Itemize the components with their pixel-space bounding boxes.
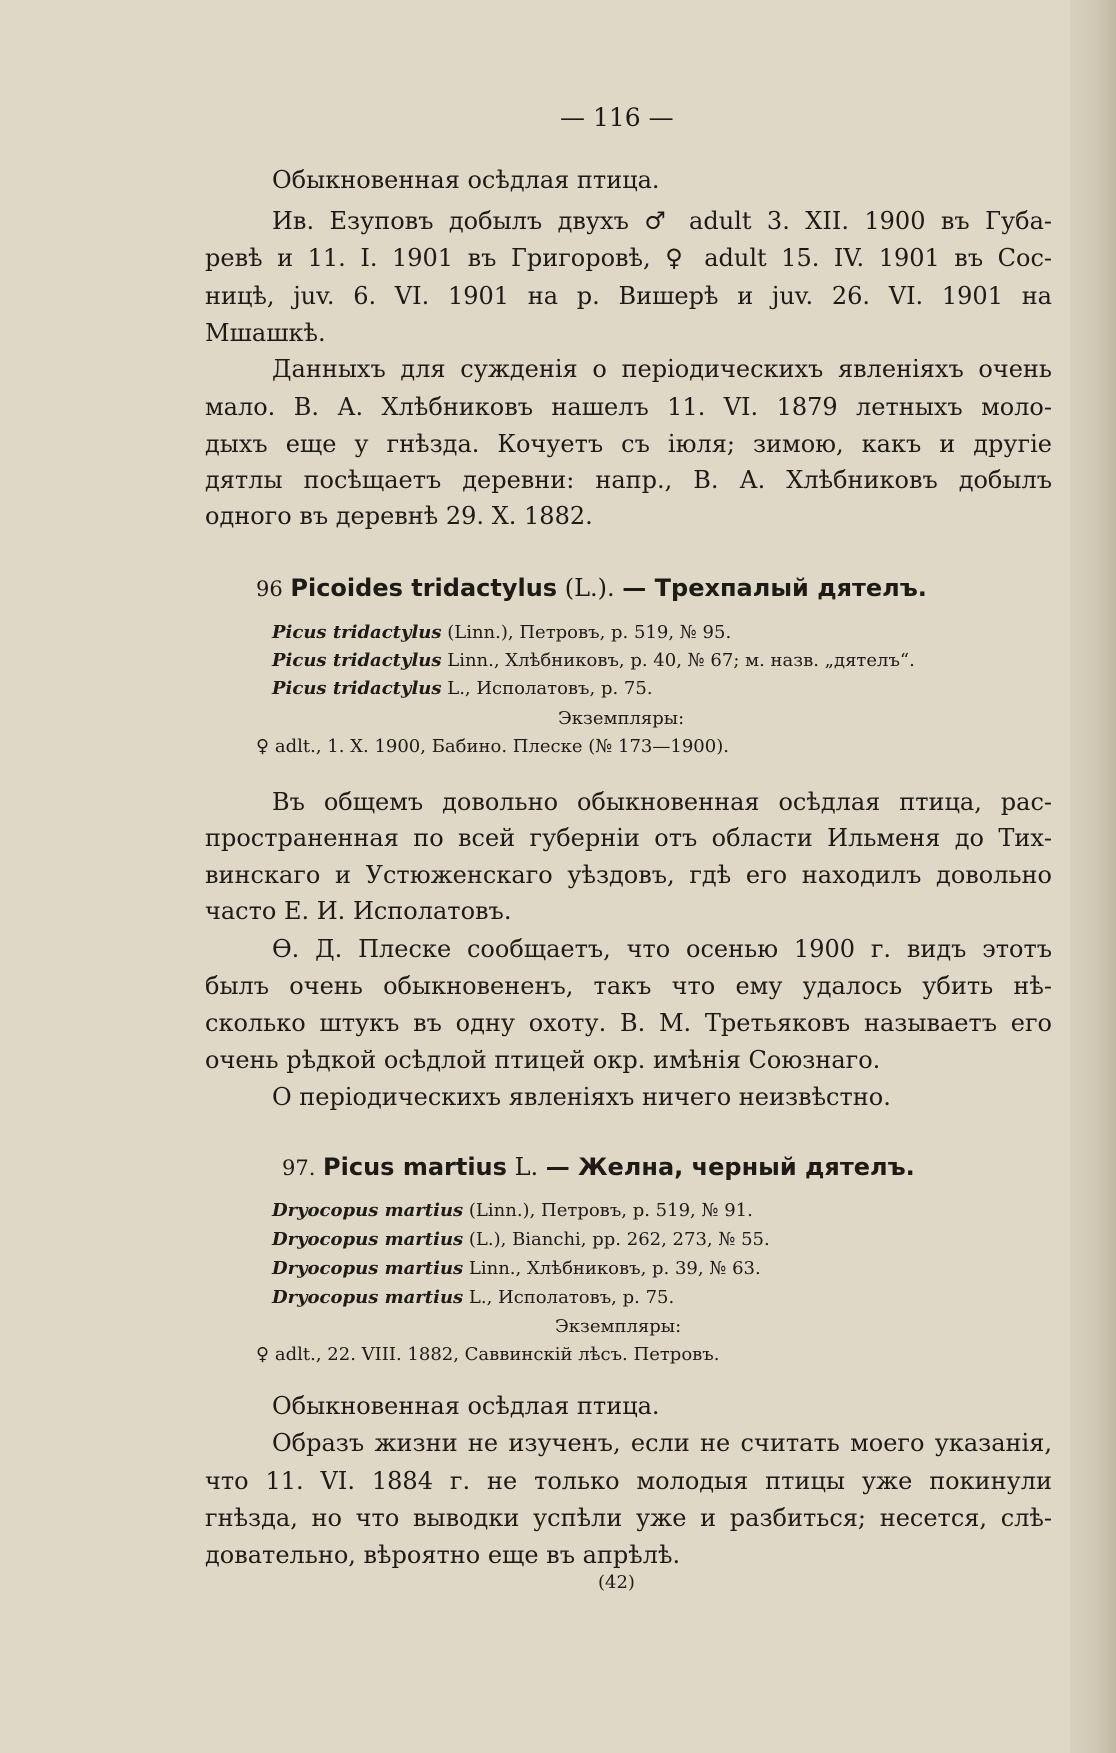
reference-taxon: Dryocopus martius <box>272 1258 464 1279</box>
reference-line <box>272 676 653 702</box>
text-line: Данныхъ для сужденія о періодическихъ явленіяхъ очень <box>272 355 1052 383</box>
reference-line <box>272 648 915 674</box>
specimens-label: Экземпляры: <box>558 708 685 729</box>
species-russian-name: — Трехпалый дятелъ. <box>622 574 927 602</box>
reference-line <box>272 1256 761 1282</box>
reference-taxon: Dryocopus martius <box>272 1287 464 1308</box>
reference-source: (Linn.), Петровъ, p. 519, № 91. <box>468 1200 753 1221</box>
text-line: дятлы посѣщаетъ деревни: напр., В. А. Хлѣбниковъ добылъ <box>205 466 1052 494</box>
text-line: Ѳ. Д. Плеске сообщаетъ, что осенью 1900 г. видъ этотъ <box>272 935 1052 963</box>
text-line: Обыкновенная осѣдлая птица. <box>272 1392 660 1420</box>
reference-taxon: Picus tridactylus <box>272 650 442 671</box>
reference-source: Linn., Хлѣбниковъ, p. 39, № 63. <box>468 1258 761 1279</box>
text-line: Образъ жизни не изученъ, если не считать моего указанія, <box>272 1429 1052 1457</box>
specimens-label: Экземпляры: <box>555 1316 682 1337</box>
text-line: ревѣ и 11. I. 1901 въ Григоровѣ, ♀ adult 15. IV. 1901 въ Сос- <box>205 244 1052 272</box>
text-line: мало. В. А. Хлѣбниковъ нашелъ 11. VI. 1879 летныхъ моло- <box>205 393 1052 421</box>
reference-source: (Linn.), Петровъ, p. 519, № 95. <box>447 622 732 643</box>
species-number: 96 <box>256 577 283 601</box>
page-number: — 116 — <box>560 103 674 132</box>
text-line: ницѣ, juv. 6. VI. 1901 на р. Вишерѣ и juv. 26. VI. 1901 на <box>205 282 1052 310</box>
reference-line <box>272 1285 674 1311</box>
page-edge <box>1070 0 1116 1753</box>
reference-taxon: Picus tridactylus <box>272 622 442 643</box>
species-number: 97. <box>282 1156 316 1180</box>
signature-mark: (42) <box>598 1572 635 1593</box>
reference-source: L., Исполатовъ, p. 75. <box>468 1287 675 1308</box>
species-heading-97 <box>282 1152 915 1183</box>
text-line: Въ общемъ довольно обыкновенная осѣдлая птица, рас- <box>272 788 1052 816</box>
species-author: L. <box>514 1153 539 1181</box>
text-line: что 11. VI. 1884 г. не только молодыя птицы уже покинули <box>205 1467 1052 1495</box>
reference-taxon: Dryocopus martius <box>272 1200 464 1221</box>
text-line: гнѣзда, но что выводки успѣли уже и разбиться; несется, слѣ- <box>205 1504 1052 1532</box>
text-line: Мшашкѣ. <box>205 319 326 347</box>
reference-line <box>272 620 731 646</box>
reference-line <box>272 1227 770 1253</box>
reference-taxon: Picus tridactylus <box>272 678 442 699</box>
species-russian-name: — Желна, черный дятелъ. <box>545 1153 915 1181</box>
text-line: Ив. Езуповъ добылъ двухъ ♂ adult 3. XII. 1900 въ Губа- <box>272 207 1052 235</box>
text-line: былъ очень обыкновененъ, такъ что ему удалось убить нѣ- <box>205 972 1052 1000</box>
text-line: довательно, вѣроятно еще въ апрѣлѣ. <box>205 1541 681 1569</box>
text-line: дыхъ еще у гнѣзда. Кочуетъ съ іюля; зимою, какъ и другіе <box>205 430 1052 458</box>
text-line: О періодическихъ явленіяхъ ничего неизвѣстно. <box>272 1083 891 1111</box>
reference-source: Linn., Хлѣбниковъ, p. 40, № 67; м. назв. „дятелъ“. <box>447 650 915 671</box>
specimen-record: ♀ adlt., 1. X. 1900, Бабино. Плеске (№ 173—1900). <box>256 736 729 757</box>
specimen-record: ♀ adlt., 22. VIII. 1882, Саввинскій лѣсъ. Петровъ. <box>256 1344 720 1365</box>
reference-taxon: Dryocopus martius <box>272 1229 464 1250</box>
text-line: одного въ деревнѣ 29. X. 1882. <box>205 502 593 530</box>
reference-source: (L.), Bianchi, pp. 262, 273, № 55. <box>468 1229 770 1250</box>
species-heading-96 <box>256 573 927 604</box>
text-line: винскаго и Устюженскаго уѣздовъ, гдѣ его находилъ довольно <box>205 861 1052 889</box>
text-line: очень рѣдкой осѣдлой птицей окр. имѣнія Союзнаго. <box>205 1046 881 1074</box>
reference-line <box>272 1198 753 1224</box>
text-line: Обыкновенная осѣдлая птица. <box>272 166 660 194</box>
text-line: часто Е. И. Исполатовъ. <box>205 897 512 925</box>
text-line: пространенная по всей губерніи отъ области Ильменя до Тих- <box>205 824 1052 852</box>
species-latin-name: Picus martius <box>323 1153 507 1181</box>
reference-source: L., Исполатовъ, p. 75. <box>447 678 653 699</box>
species-latin-name: Picoides tridactylus <box>290 574 558 602</box>
species-author: (L.). <box>564 574 615 602</box>
text-line: сколько штукъ въ одну охоту. В. М. Третьяковъ называетъ его <box>205 1009 1052 1037</box>
